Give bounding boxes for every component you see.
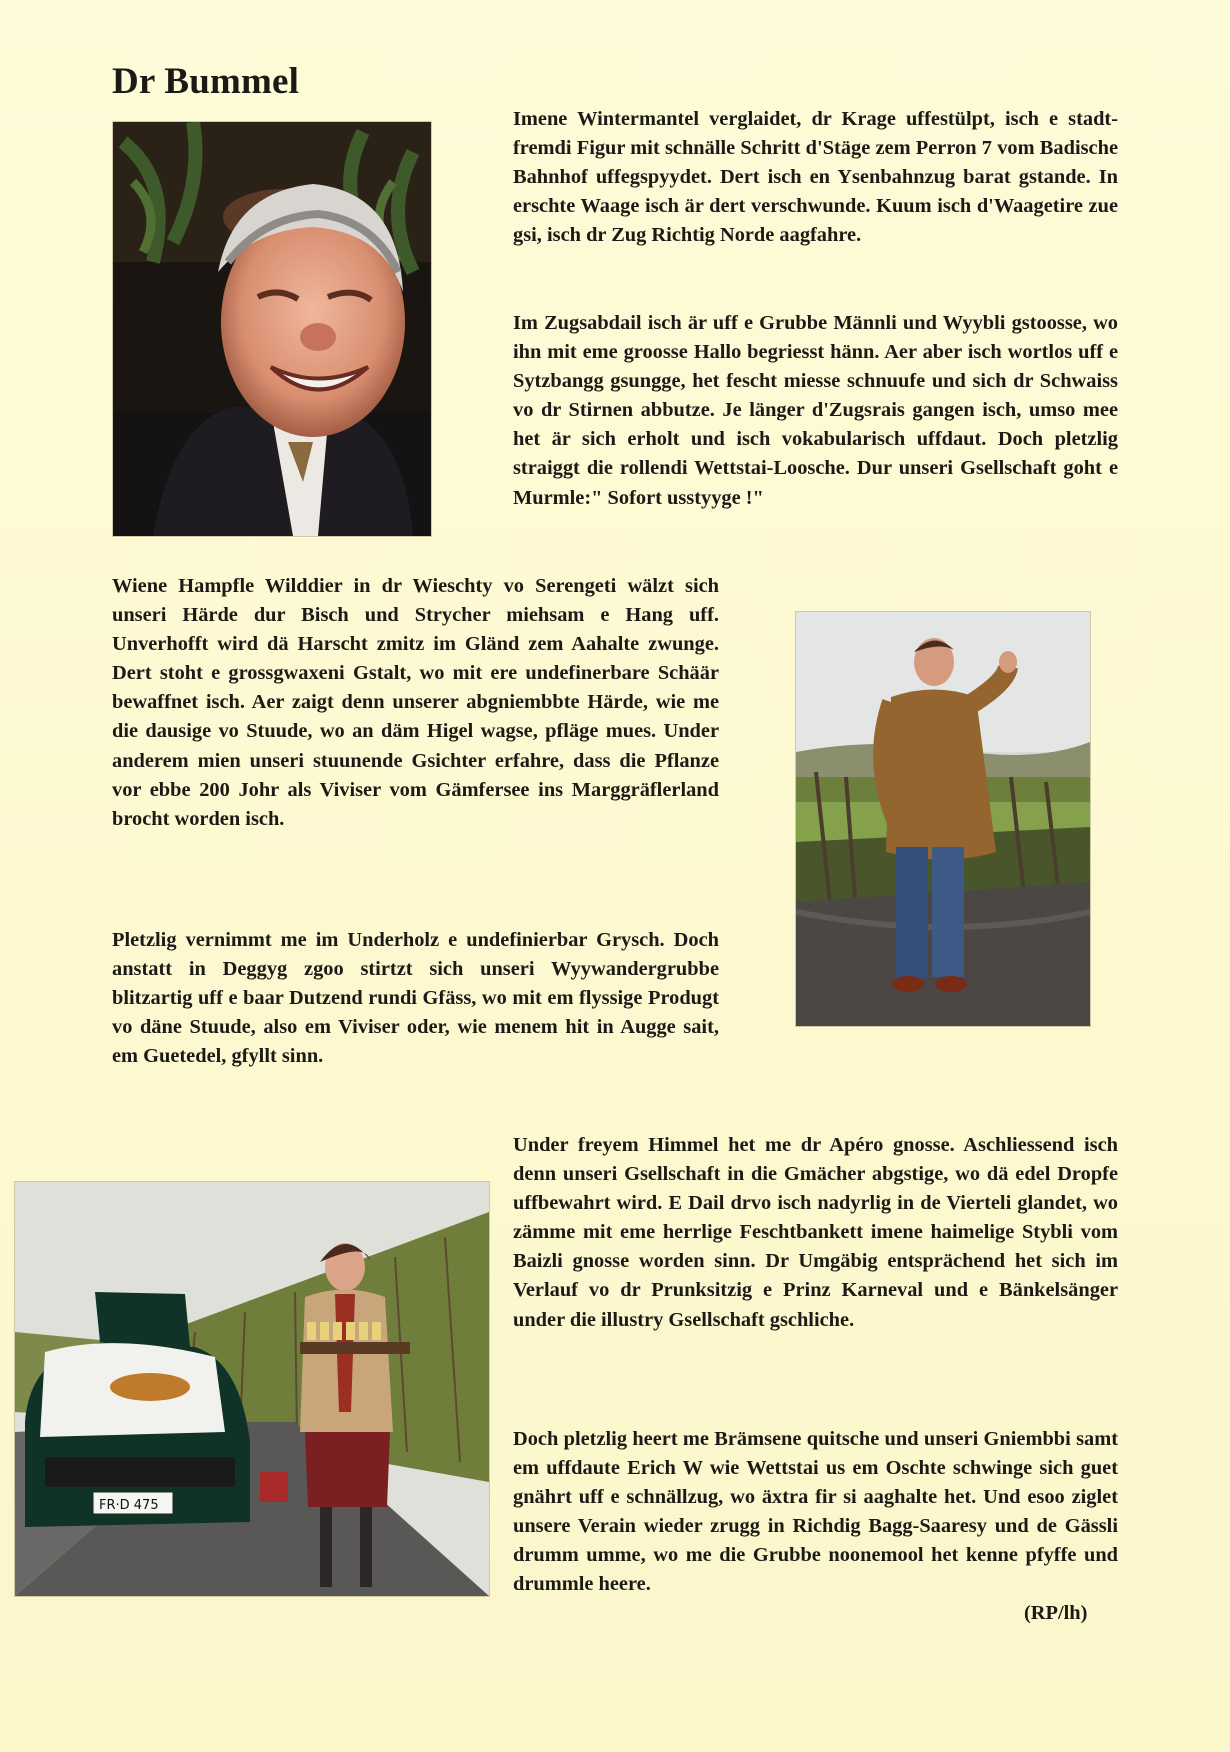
page-title: Dr Bummel [112,61,300,102]
photo-woman-with-wine-tray [15,1182,489,1596]
paragraph-5: Under freyem Himmel het me dr Apéro gnosse. Aschliessend isch denn unseri Gsellschaft in die Gmächer abgstige, wo dä edel Dropfe uffbewahrt wird. E Dail drvo isch nadyrlig in de Vierteli glandet, wo zämme mit eme herrlige Feschtbankett imene haimelige Stybli vom Baizli gnosse worden sinn. Dr Umgäbig entsprächend het sich im Verlauf vo dr Prunksitzig e Prinz Karneval und e Bänkelsänger under die illustry Gsellschaft gschliche. [513,1134,1118,1331]
paragraph-6: Doch pletzlig heert me Brämsene quitsche und unseri Gniembbi samt em uffdaute Erich W wie Wettstai us em Oschte schwinge sich guet gnährt uff e schnällzug, wo äxtra fir si aaghalte het. Und esoo ziglet unsere Verain wieder zrugg in Richdig Bagg-Saaresy und de Gässli drumm umme, wo me die Grubbe noonemool het kenne pfyffe und drummle heere. [513,1428,1118,1596]
author-signature: (RP/lh) [1024,1602,1088,1624]
license-plate: FR·D 475 [99,1498,159,1513]
photo-laughing-man [113,122,431,536]
paragraph-2: Im Zugsabdail isch är uff e Grubbe Männli und Wyybli gstoosse, wo ihn mit eme groosse Hallo begriesst hänn. Aer aber isch wortlos uff e Sytzbangg gsungge, het fescht miesse schnuufe und sich dr Schwaiss vo dr Stirnen abbutze. Je länger d'Zugsrais gangen isch, umso mee het är sich erholt und isch vokabularisch uffdaut. Doch pletzlig straiggt die rollendi Wettstai-Loosche. Dur unseri Gsellschaft goht e Murmle:" Sofort usstyyge !" [513,312,1118,509]
paragraph-3: Wiene Hampfle Wilddier in dr Wieschty vo Serengeti wälzt sich unseri Härde dur Bisch und Strycher miehsam e Hang uff. Unverhofft wird dä Harscht zmitz im Gländ zem Aahalte zwunge. Dert stoht e grossgwaxeni Gstalt, wo mit ere undefinerbare Schäär bewaffnet isch. Aer zaigt denn unserer abgniembbte Härde, wie me die dausige vo Stuude, wo an däm Higel wagse, pfläge mues. Under anderem mien unseri stuunende Gsichter erfahre, dass die Pflanze vor ebbe 200 Johr als Viviser vom Gämfersee ins Marggräflerland brocht worden isch. [112,575,719,830]
photo-man-in-vineyard [796,612,1090,1026]
paragraph-4: Pletzlig vernimmt me im Underholz e undefinierbar Grysch. Doch anstatt in Deggyg zgoo stirtzt sich unseri Wyywandergrubbe blitzartig uff e baar Dutzend rundi Gfäss, wo mit em flyssige Produgt vo däne Stuude, also em Viviser oder, wie menem hit in Augge sait, em Guetedel, gfyllt sinn. [112,929,719,1068]
paragraph-1: Imene Wintermantel verglaidet, dr Krage uffestülpt, isch e stadt-fremdi Figur mit schnälle Schritt d'Stäge zem Perron 7 vom Badische Bahnhof uffegspyydet. Dert isch en Ysenbahnzug barat gstande. In erschte Waage isch är dert verschwunde. Kuum isch d'Waagetire zue gsi, isch dr Zug Richtig Norde aagfahre. [513,108,1118,247]
